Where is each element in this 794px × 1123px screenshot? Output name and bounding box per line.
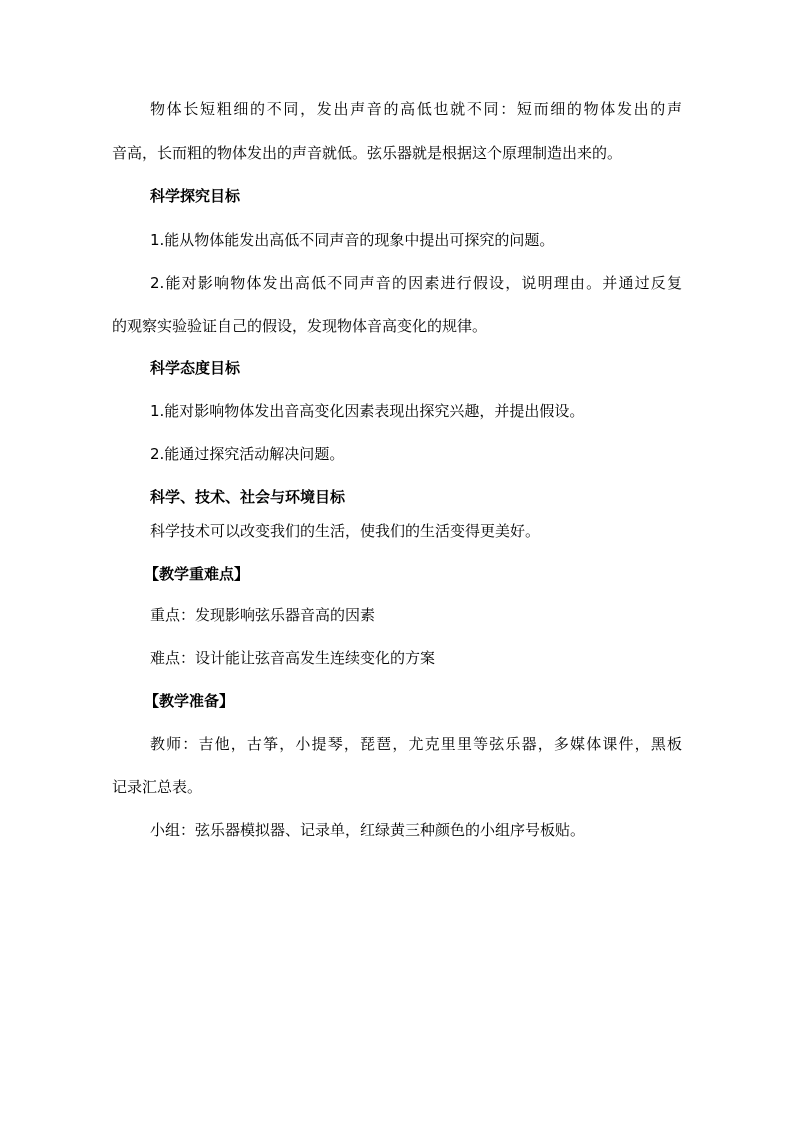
prep-teacher: 教师：吉他，古筝，小提琴，琵琶，尤克里里等弦乐器，多媒体课件，黑板 xyxy=(150,735,682,753)
prep-teacher: 记录汇总表。 xyxy=(112,778,203,796)
paragraph-line: 音高，长而粗的物体发出的声音就低。弦乐器就是根据这个原理制造出来的。 xyxy=(112,144,623,162)
attitude-item: 2.能通过探究活动解决问题。 xyxy=(150,445,345,463)
attitude-item: 1.能对影响物体发出音高变化因素表现出探究兴趣，并提出假设。 xyxy=(150,402,585,420)
sts-text: 科学技术可以改变我们的生活，使我们的生活变得更美好。 xyxy=(150,522,541,540)
section-heading-exploration: 科学探究目标 xyxy=(150,187,241,205)
section-heading-keypoints: 【教学重难点】 xyxy=(144,565,250,583)
keypoint-focus: 重点：发现影响弦乐器音高的因素 xyxy=(150,606,376,624)
section-heading-sts: 科学、技术、社会与环境目标 xyxy=(150,488,346,506)
exploration-item: 2.能对影响物体发出高低不同声音的因素进行假设，说明理由。并通过反复 xyxy=(150,274,682,292)
exploration-item: 的观察实验验证自己的假设，发现物体音高变化的规律。 xyxy=(112,317,488,335)
section-heading-preparation: 【教学准备】 xyxy=(144,692,235,710)
paragraph-line: 物体长短粗细的不同，发出声音的高低也就不同：短而细的物体发出的声 xyxy=(150,100,682,118)
exploration-item: 1.能从物体能发出高低不同声音的现象中提出可探究的问题。 xyxy=(150,231,555,249)
section-heading-attitude: 科学态度目标 xyxy=(150,359,241,377)
prep-group: 小组：弦乐器模拟器、记录单，红绿黄三种颜色的小组序号板贴。 xyxy=(150,821,586,839)
keypoint-difficulty: 难点：设计能让弦音高发生连续变化的方案 xyxy=(150,649,436,667)
